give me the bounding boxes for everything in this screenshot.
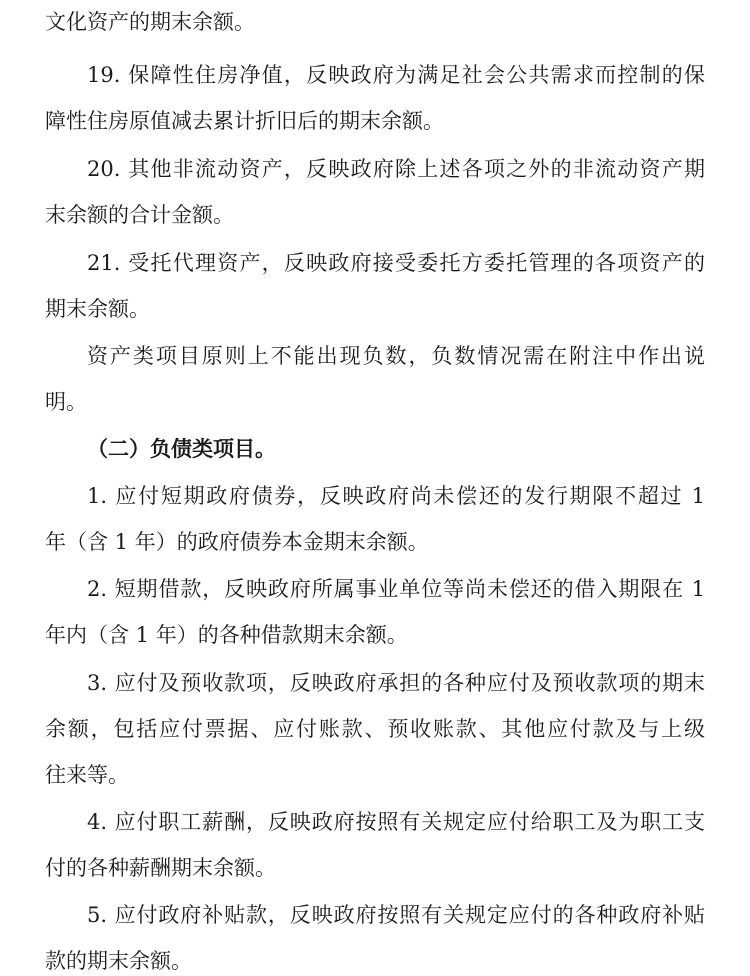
text-line: 4. 应付职工薪酬，反映政府按照有关规定应付给职工及为职工支 bbox=[87, 810, 705, 834]
text-line: 2. 短期借款，反映政府所属事业单位等尚未偿还的借入期限在 1 bbox=[87, 577, 705, 601]
text-line: 文化资产的期末余额。 bbox=[45, 10, 255, 34]
text-line: 1. 应付短期政府债券，反映政府尚未偿还的发行期限不超过 1 bbox=[87, 484, 705, 508]
text-line: 明。 bbox=[45, 390, 87, 414]
text-line: 5. 应付政府补贴款，反映政府按照有关规定应付的各种政府补贴 bbox=[87, 903, 705, 927]
text-line: 资产类项目原则上不能出现负数，负数情况需在附注中作出说 bbox=[87, 344, 705, 368]
text-line: 21. 受托代理资产，反映政府接受委托方委托管理的各项资产的 bbox=[87, 251, 705, 275]
text-line: 付的各种薪酬期末余额。 bbox=[45, 856, 276, 880]
text-line: 往来等。 bbox=[45, 763, 129, 787]
text-line: 年内（含 1 年）的各种借款期末余额。 bbox=[45, 623, 408, 647]
text-line: 末余额的合计金额。 bbox=[45, 203, 234, 227]
text-line: 3. 应付及预收款项，反映政府承担的各种应付及预收款项的期末 bbox=[87, 671, 705, 695]
text-line: 余额，包括应付票据、应付账款、预收账款、其他应付款及与上级 bbox=[45, 717, 705, 741]
text-line: 障性住房原值减去累计折旧后的期末余额。 bbox=[45, 109, 444, 133]
text-line: 期末余额。 bbox=[45, 297, 150, 321]
text-line: 19. 保障性住房净值，反映政府为满足社会公共需求而控制的保 bbox=[87, 63, 705, 87]
text-line: 20. 其他非流动资产，反映政府除上述各项之外的非流动资产期 bbox=[87, 157, 705, 181]
text-line: 年（含 1 年）的政府债券本金期末余额。 bbox=[45, 530, 429, 554]
text-line: 款的期末余额。 bbox=[45, 949, 192, 973]
section-heading: （二）负债类项目。 bbox=[87, 436, 276, 461]
